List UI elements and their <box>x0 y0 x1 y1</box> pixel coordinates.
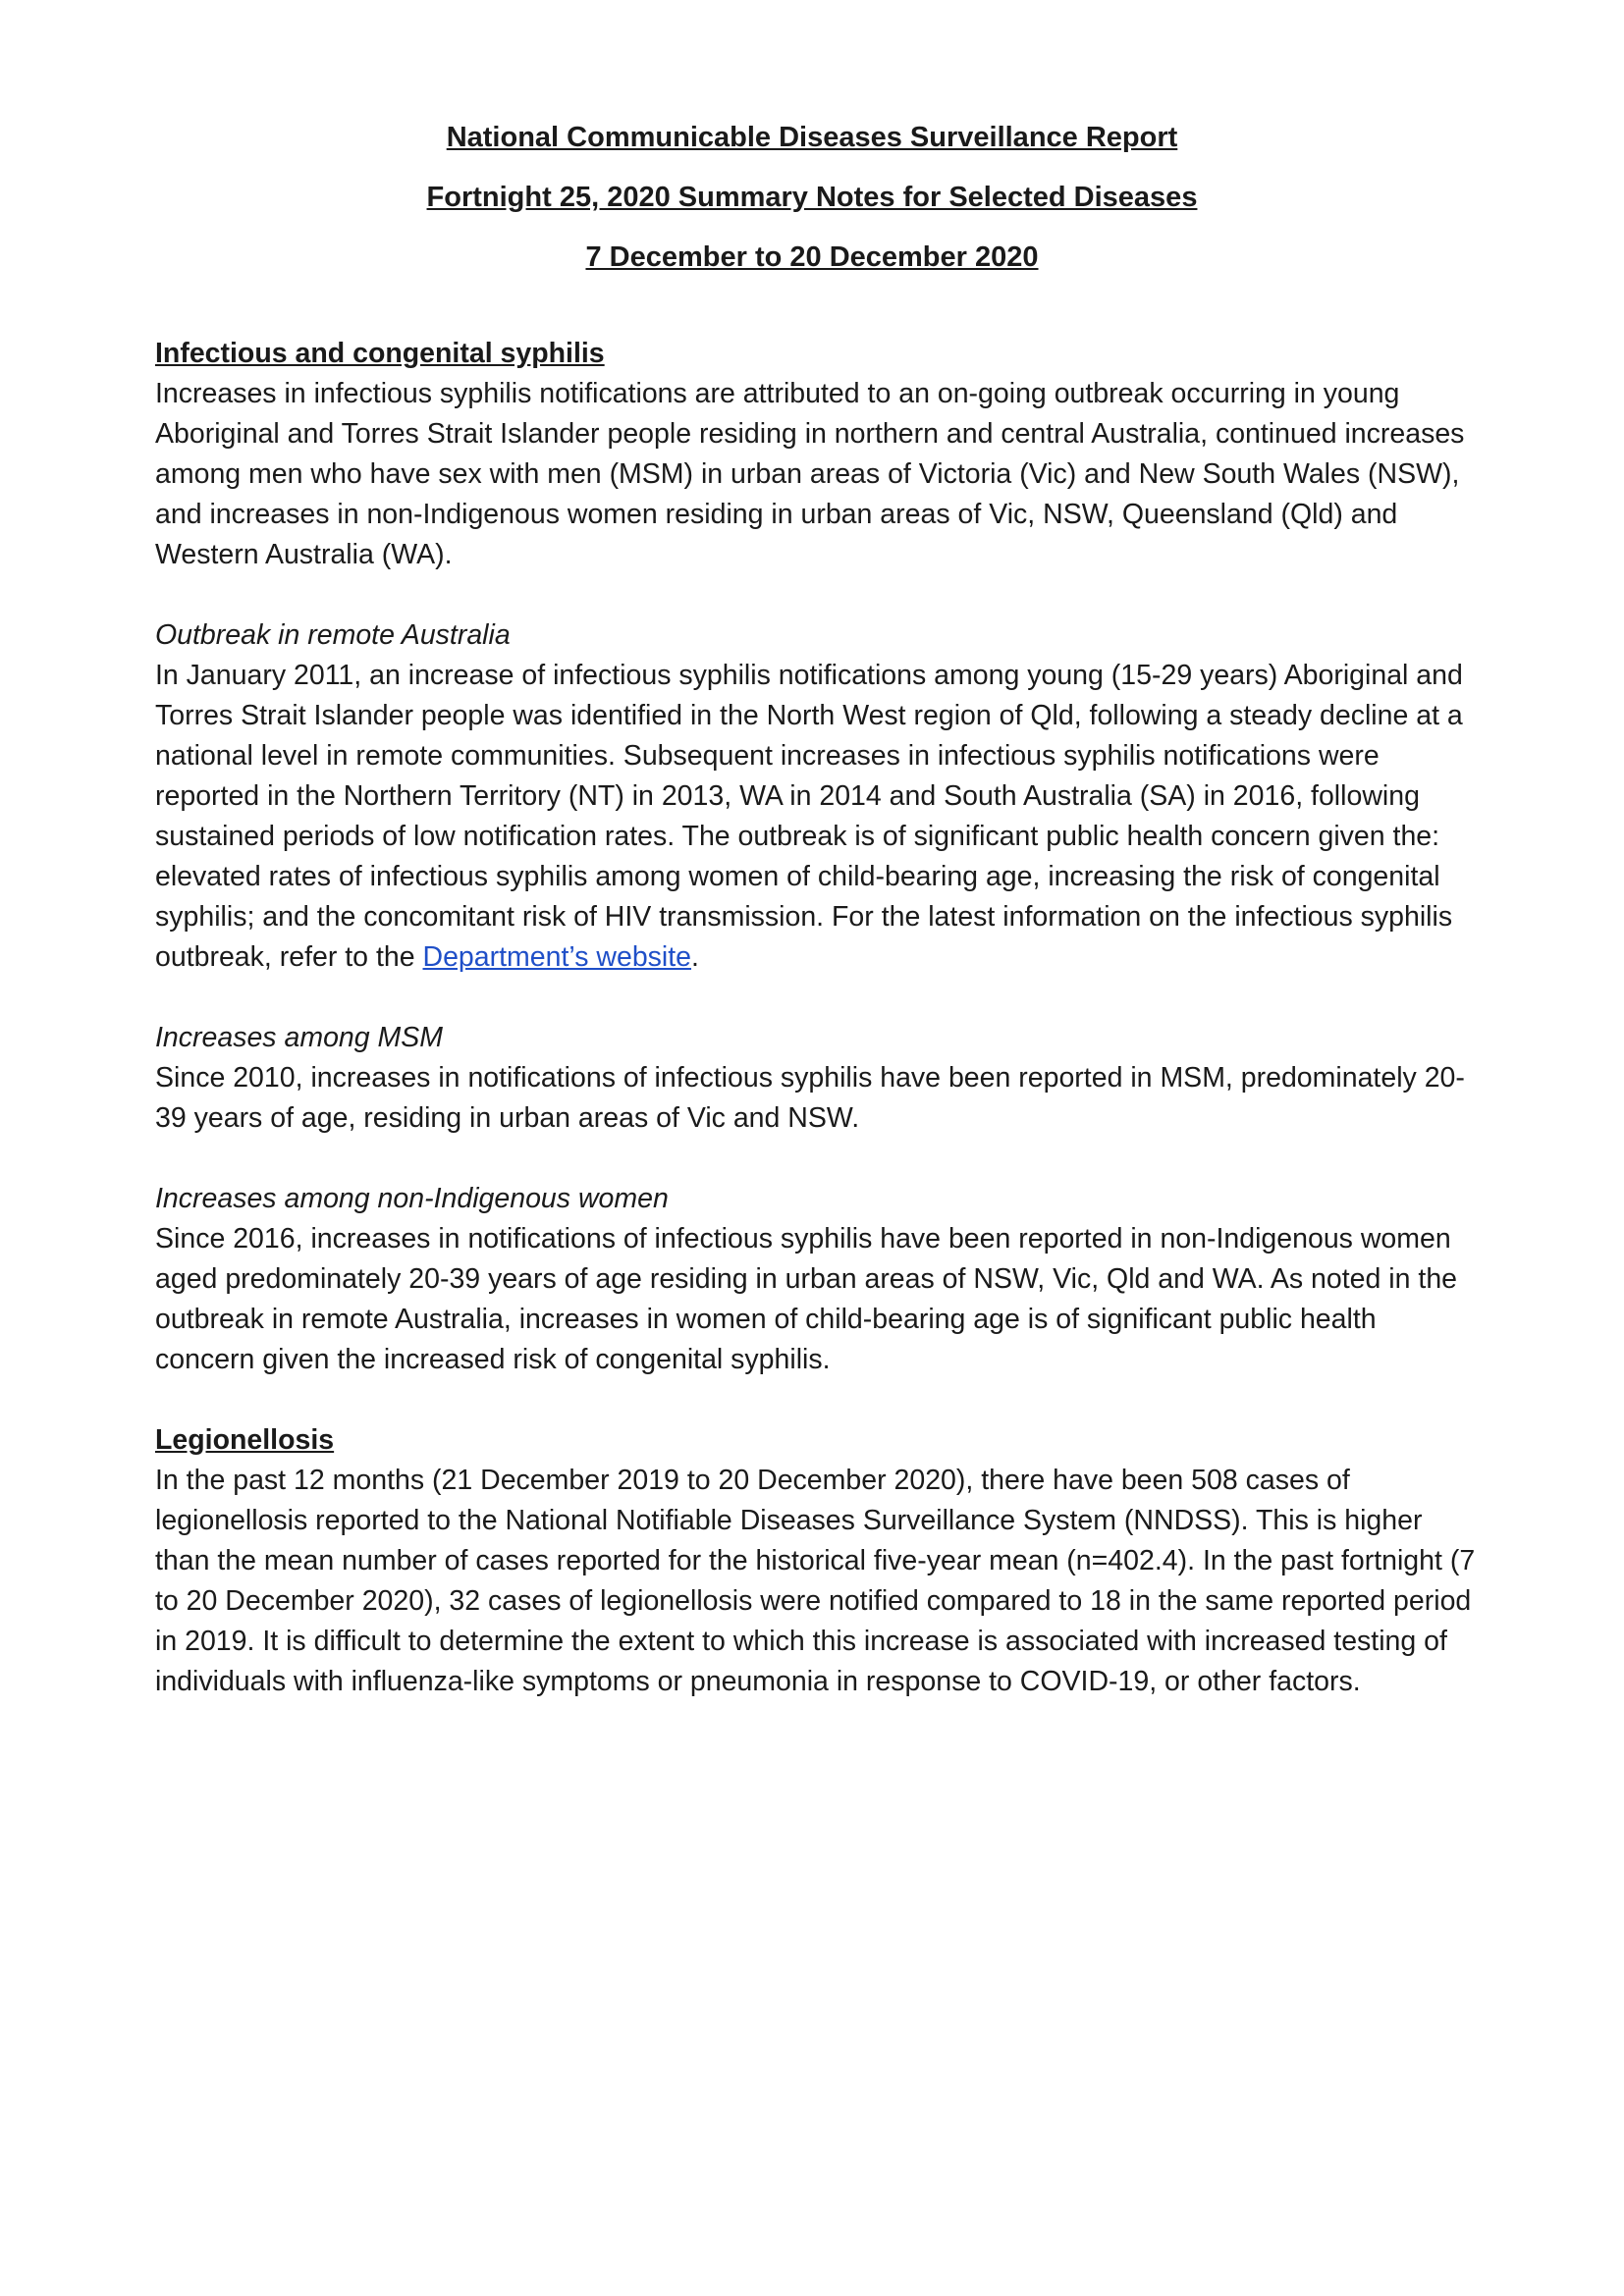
report-date-range: 7 December to 20 December 2020 <box>585 241 1039 273</box>
msm-subheading: Increases among MSM <box>155 1022 444 1053</box>
remote-outbreak-period: . <box>691 941 699 973</box>
women-subheading: Increases among non-Indigenous women <box>155 1183 669 1214</box>
document-body <box>155 334 1481 1702</box>
remote-outbreak-paragraph <box>155 656 1481 978</box>
report-title: National Communicable Diseases Surveillance Report <box>446 122 1178 153</box>
paragraph-spacer <box>155 1380 1481 1420</box>
remote-outbreak-subheading: Outbreak in remote Australia <box>155 619 511 651</box>
remote-outbreak-text: In January 2011, an increase of infectious syphilis notifications among young (15-29 years) Aboriginal and Torres Strait Islander people was identified in the North West region of Qld, following a steady decline at a national level in remote communities. Subsequent increases in infectious syphilis notifications were reported in the Northern Territory (NT) in 2013, WA in 2014 and South Australia (SA) in 2016, following sustained periods of low notification rates. The outbreak is of significant public health concern given the: elevated rates of infectious syphilis among women of child-bearing age, increasing the risk of congenital syphilis; and the concomitant risk of HIV transmission. For the latest information on the infectious syphilis outbreak, refer to the <box>155 660 1463 973</box>
paragraph-spacer <box>155 1139 1481 1179</box>
report-subtitle: Fortnight 25, 2020 Summary Notes for Selected Diseases <box>426 182 1198 213</box>
syphilis-section-heading: Infectious and congenital syphilis <box>155 338 605 369</box>
legionellosis-section-heading: Legionellosis <box>155 1424 335 1456</box>
paragraph-spacer <box>155 575 1481 615</box>
department-website-link[interactable]: Department’s website <box>422 941 692 973</box>
women-paragraph: Since 2016, increases in notifications of infectious syphilis have been reported in non-Indigenous women aged predominately 20-39 years of age residing in urban areas of NSW, Vic, Qld and WA. As noted in the outbreak in remote Australia, increases in women of child-bearing age is of significant public health concern given the increased risk of congenital syphilis. <box>155 1223 1458 1375</box>
msm-paragraph: Since 2010, increases in notifications of infectious syphilis have been reported in MSM, predominately 20-39 years of age, residing in urban areas of Vic and NSW. <box>155 1062 1465 1134</box>
paragraph-spacer <box>155 978 1481 1018</box>
legionellosis-paragraph: In the past 12 months (21 December 2019 to 20 December 2020), there have been 508 cases of legionellosis reported to the National Notifiable Diseases Surveillance System (NNDSS). This is higher than the mean number of cases reported for the historical five-year mean (n=402.4). In the past fortnight (7 to 20 December 2020), 32 cases of legionellosis were notified compared to 18 in the same reported period in 2019. It is difficult to determine the extent to which this increase is associated with increased testing of individuals with influenza-like symptoms or pneumonia in response to COVID-19, or other factors. <box>155 1465 1476 1697</box>
syphilis-intro-paragraph: Increases in infectious syphilis notifications are attributed to an on-going outbreak occurring in young Aboriginal and Torres Strait Islander people residing in northern and central Australia, continued increases among men who have sex with men (MSM) in urban areas of Victoria (Vic) and New South Wales (NSW), and increases in non-Indigenous women residing in urban areas of Vic, NSW, Queensland (Qld) and Western Australia (WA). <box>155 378 1465 570</box>
